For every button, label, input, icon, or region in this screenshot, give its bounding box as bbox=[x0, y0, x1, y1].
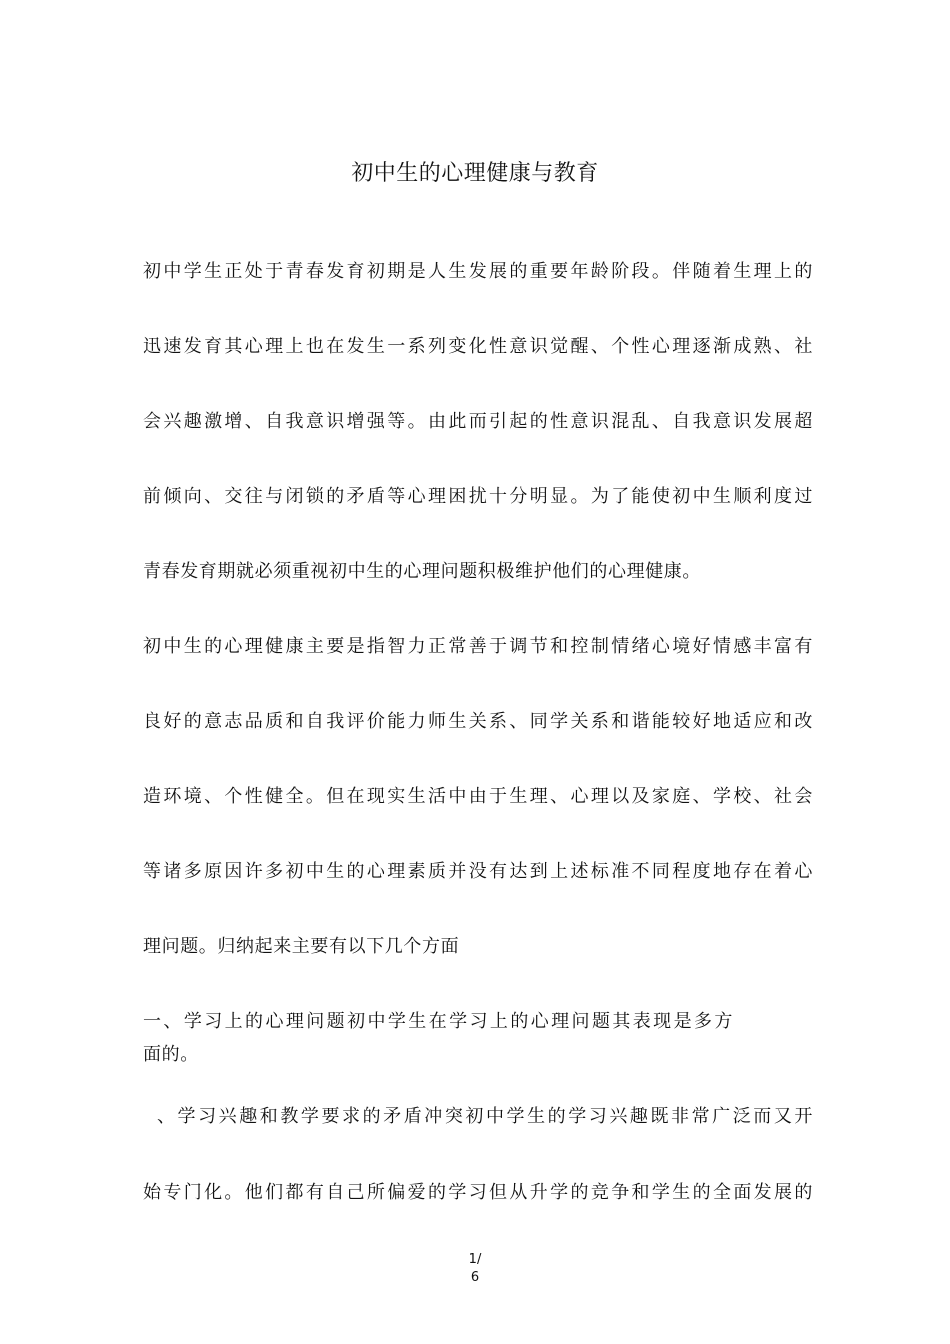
paragraph-line: 、学习兴趣和教学要求的矛盾冲突初中学生的学习兴趣既非常广泛而又开 bbox=[157, 1106, 813, 1127]
paragraph-line: 始专门化。他们都有自己所偏爱的学习但从升学的竞争和学生的全面发展的 bbox=[143, 1182, 813, 1203]
paragraph-line: 理问题。归纳起来主要有以下几个方面 bbox=[143, 936, 460, 957]
paragraph-line: 初中学生正处于青春发育初期是人生发展的重要年龄阶段。伴随着生理上的 bbox=[143, 261, 813, 282]
paragraph-line: 等诸多原因许多初中生的心理素质并没有达到上述标准不同程度地存在着心 bbox=[143, 861, 813, 882]
page-number-total: 6 bbox=[470, 1270, 480, 1285]
paragraph-line: 会兴趣激增、自我意识增强等。由此而引起的性意识混乱、自我意识发展超 bbox=[143, 411, 813, 432]
paragraph-line: 初中生的心理健康主要是指智力正常善于调节和控制情绪心境好情感丰富有 bbox=[143, 636, 813, 657]
paragraph-line: 青春发育期就必须重视初中生的心理问题积极维护他们的心理健康。 bbox=[143, 561, 701, 582]
page-number: 1/ bbox=[468, 1252, 482, 1267]
section-heading-line: 面的。 bbox=[143, 1044, 199, 1065]
section-heading-line: 一、学习上的心理问题初中学生在学习上的心理问题其表现是多方 bbox=[143, 1011, 733, 1032]
paragraph-line: 良好的意志品质和自我评价能力师生关系、同学关系和谐能较好地适应和改 bbox=[143, 711, 813, 732]
paragraph-line: 前倾向、交往与闭锁的矛盾等心理困扰十分明显。为了能使初中生顺利度过 bbox=[143, 486, 813, 507]
paragraph-line: 造环境、个性健全。但在现实生活中由于生理、心理以及家庭、学校、社会 bbox=[143, 786, 813, 807]
document-title: 初中生的心理健康与教育 bbox=[351, 161, 599, 186]
paragraph-line: 迅速发育其心理上也在发生一系列变化性意识觉醒、个性心理逐渐成熟、社 bbox=[143, 336, 813, 357]
